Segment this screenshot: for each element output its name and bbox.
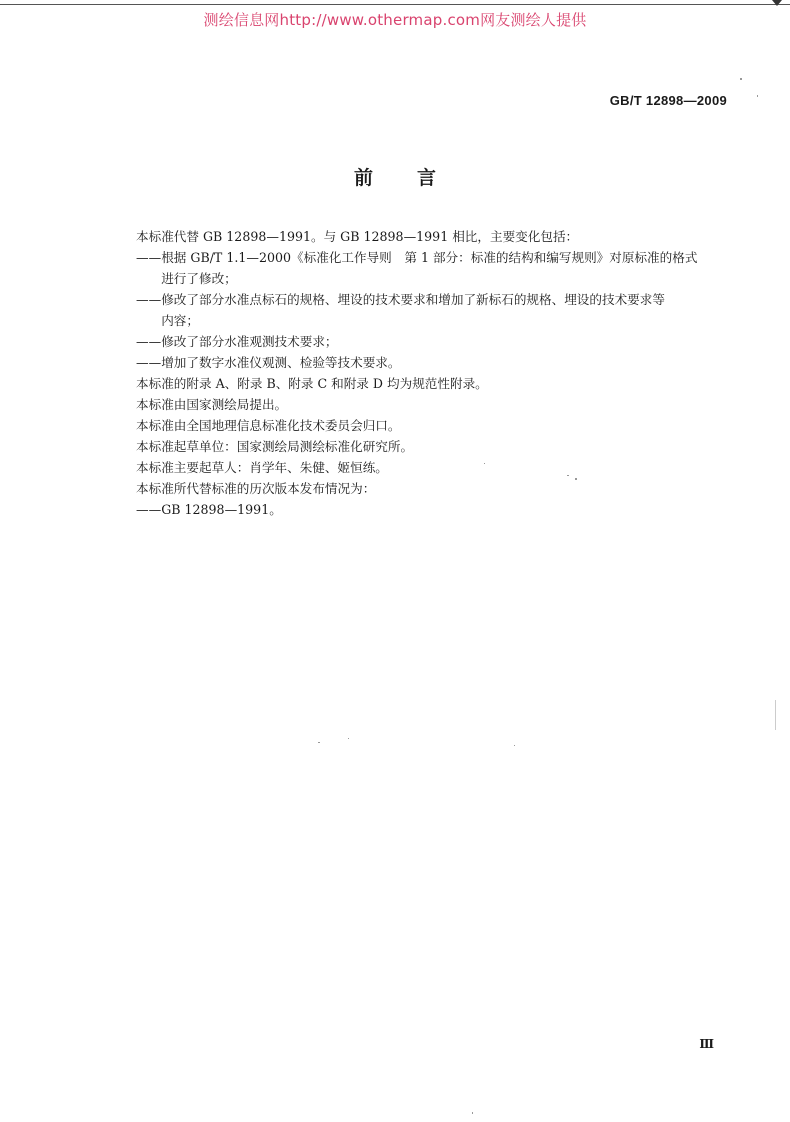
scan-speck bbox=[775, 700, 776, 730]
scan-speck bbox=[484, 463, 485, 464]
item-dash: —— bbox=[136, 355, 162, 370]
history-item bbox=[136, 499, 730, 520]
statement-history: 本标准所代替标准的历次版本发布情况为： bbox=[136, 481, 376, 496]
scan-speck bbox=[740, 78, 742, 80]
change-item-1-line-2: 进行了修改； bbox=[161, 271, 237, 286]
intro-paragraph: 本标准代替 GB 12898—1991。与 GB 12898—1991 相比，主要变化包括： bbox=[136, 229, 579, 244]
change-item-2-line-1: 修改了部分水准点标石的规格、埋设的技术要求和增加了新标石的规格、埋设的技术要求等 bbox=[161, 292, 665, 307]
scan-speck bbox=[567, 475, 569, 476]
change-item-1-line-1: 根据 GB/T 1.1—2000《标准化工作导则 第 1 部分：标准的结构和编写规则》对原标准的格式 bbox=[161, 250, 698, 265]
statement-committee: 本标准由全国地理信息标准化技术委员会归口。 bbox=[136, 418, 401, 433]
statement-drafters: 本标准主要起草人：肖学年、朱健、姬恒练。 bbox=[136, 460, 388, 475]
scan-speck bbox=[575, 478, 577, 480]
statement-appendix: 本标准的附录 A、附录 B、附录 C 和附录 D 均为规范性附录。 bbox=[136, 376, 488, 391]
page-title: 前言 bbox=[353, 167, 480, 189]
document-body bbox=[136, 226, 730, 520]
scan-speck bbox=[472, 1112, 473, 1114]
change-item-3 bbox=[136, 331, 730, 352]
page-number: Ⅲ bbox=[699, 1037, 714, 1051]
item-dash: —— bbox=[136, 334, 162, 349]
statement-proposer: 本标准由国家测绘局提出。 bbox=[136, 397, 288, 412]
change-item-3-line-1: 修改了部分水准观测技术要求； bbox=[161, 334, 338, 349]
change-item-4-line-1: 增加了数字水准仪观测、检验等技术要求。 bbox=[161, 355, 401, 370]
history-item-text: GB 12898—1991。 bbox=[161, 502, 282, 517]
top-border-line bbox=[0, 4, 790, 5]
item-dash: —— bbox=[136, 250, 162, 265]
top-border-marker bbox=[772, 0, 782, 6]
change-item-2 bbox=[136, 289, 730, 331]
scan-speck bbox=[348, 738, 349, 739]
change-item-2-line-2: 内容； bbox=[161, 313, 199, 328]
change-item-1 bbox=[136, 247, 730, 289]
change-item-4 bbox=[136, 352, 730, 373]
scan-speck bbox=[757, 95, 758, 97]
statement-drafting-unit: 本标准起草单位：国家测绘局测绘标准化研究所。 bbox=[136, 439, 414, 454]
item-dash: —— bbox=[136, 502, 162, 517]
scan-speck bbox=[514, 745, 515, 746]
standard-number: GB/T 12898—2009 bbox=[609, 93, 727, 108]
item-dash: —— bbox=[136, 292, 162, 307]
scan-speck bbox=[318, 742, 320, 743]
watermark-text: 测绘信息网http://www.othermap.com网友测绘人提供 bbox=[203, 11, 587, 29]
